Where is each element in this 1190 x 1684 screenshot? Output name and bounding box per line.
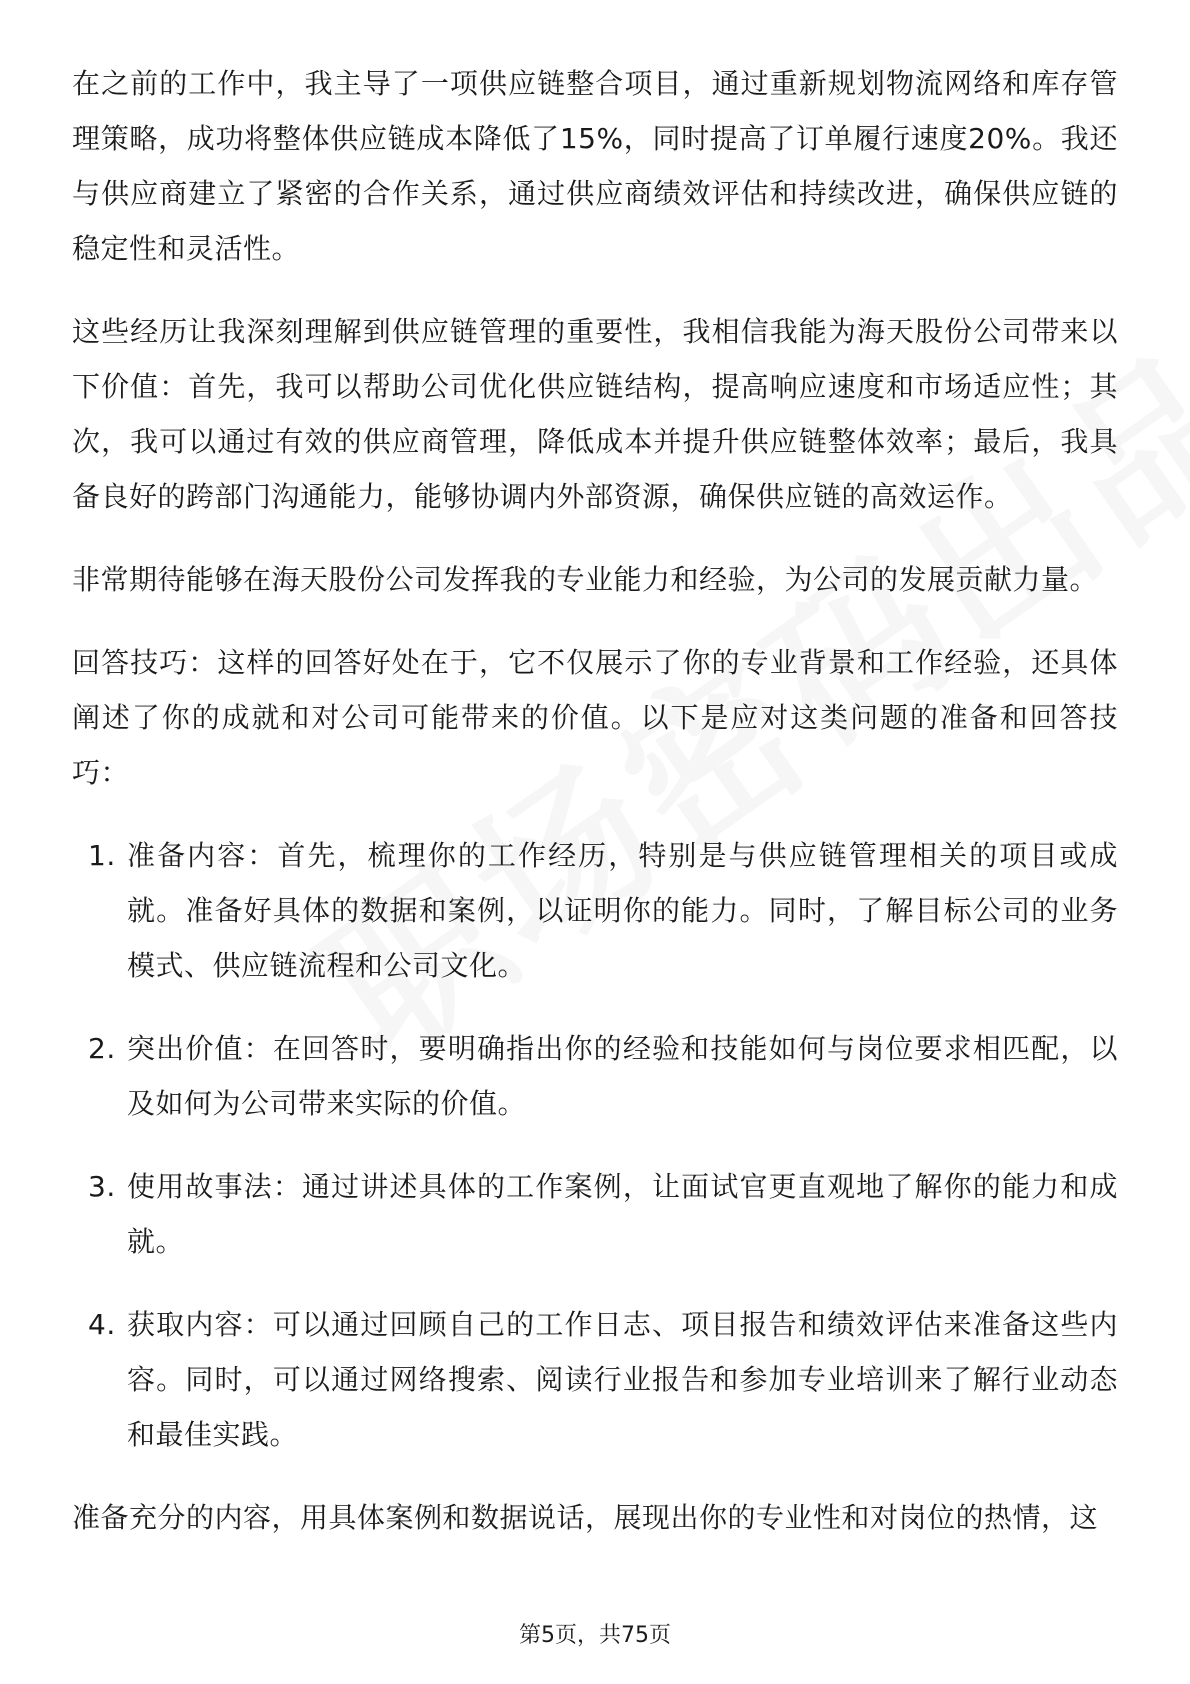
document-body [72,56,1118,1573]
list-item [72,1297,1118,1462]
list-item-text: 准备内容：首先，梳理你的工作经历，特别是与供应链管理相关的项目或成就。准备好具体的数据和案例，以证明你的能力。同时，了解目标公司的业务模式、供应链流程和公司文化。 [127,839,1118,982]
list-item [72,828,1118,993]
list-number: 3. [88,1170,116,1203]
paragraph-experience: 在之前的工作中，我主导了一项供应链整合项目，通过重新规划物流网络和库存管理策略，成功将整体供应链成本降低了15%，同时提高了订单履行速度20%。我还与供应商建立了紧密的合作关系，通过供应商绩效评估和持续改进，确保供应链的稳定性和灵活性。 [72,67,1118,265]
list-number: 4. [88,1308,116,1341]
page-number: 第5页，共75页 [519,1623,671,1648]
list-item [72,1159,1118,1269]
paragraph-answer-tips: 回答技巧：这样的回答好处在于，它不仅展示了你的专业背景和工作经验，还具体阐述了你的成就和对公司可能带来的价值。以下是应对这类问题的准备和回答技巧： [72,646,1118,789]
list-number: 1. [88,839,116,872]
paragraph-summary: 准备充分的内容，用具体案例和数据说话，展现出你的专业性和对岗位的热情，这 [72,1501,1099,1534]
tips-list [72,828,1118,1462]
paragraph-expectation: 非常期待能够在海天股份公司发挥我的专业能力和经验，为公司的发展贡献力量。 [72,563,1099,596]
list-item-text: 获取内容：可以通过回顾自己的工作日志、项目报告和绩效评估来准备这些内容。同时，可以通过网络搜索、阅读行业报告和参加专业培训来了解行业动态和最佳实践。 [127,1308,1118,1451]
list-item-text: 使用故事法：通过讲述具体的工作案例，让面试官更直观地了解你的能力和成就。 [127,1170,1118,1258]
list-item-text: 突出价值：在回答时，要明确指出你的经验和技能如何与岗位要求相匹配，以及如何为公司带来实际的价值。 [127,1032,1118,1120]
list-number: 2. [88,1032,116,1065]
paragraph-value: 这些经历让我深刻理解到供应链管理的重要性，我相信我能为海天股份公司带来以下价值：首先，我可以帮助公司优化供应链结构，提高响应速度和市场适应性；其次，我可以通过有效的供应商管理，降低成本并提升供应链整体效率；最后，我具备良好的跨部门沟通能力，能够协调内外部资源，确保供应链的高效运作。 [72,315,1118,513]
list-item [72,1021,1118,1131]
